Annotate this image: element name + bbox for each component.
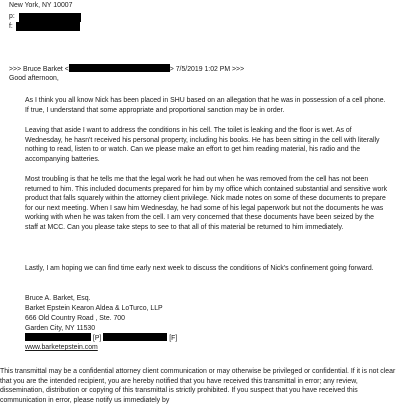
header-address: New York, NY 10007 (9, 2, 73, 9)
email-header-prefix: >>> Bruce Barket < (9, 66, 69, 73)
redaction-bar (16, 22, 80, 31)
signature-fax-label: [F] (169, 335, 178, 342)
signature-phone-fax (25, 333, 177, 344)
redaction-bar (19, 13, 81, 22)
body-paragraph: Leaving that aside I want to address the conditions in his cell. The toilet is leaking and the floor is wet. As of Wednesday, he hasn't received his personal property, including his books. He has been sitting in the cell with literally nothing to read, listen to or watch. Can we please make an effort to get him reading material, his radio and the accompanying batteries. (25, 127, 380, 163)
signature-name: Bruce A. Barket, Esq. (25, 295, 91, 302)
body-paragraph: Most troubling is that he tells me that the legal work he had out when he was removed from the cell has not been returned to him. This included documents prepared for him by my office which contained substantial and sensitive work product that falls squarely within the attorney client privilege. Nick made notes on some of these documents to prepare for our next meeting. When I saw him Wednesday, he had some of his legal paperwork but not the documents he was working with when he was taken from the cell. I am very concerned that these documents have been seized by the staff at MCC. Can you please take steps to see to that all of this material be returned to him immediately. (25, 176, 388, 231)
signature-city: Garden City, NY 11530 (25, 325, 96, 332)
redaction-bar (103, 333, 167, 341)
body-paragraph: Lastly, I am hoping we can find time early next week to discuss the conditions of Nick's confinement going forward. (25, 265, 374, 272)
body-paragraph: As I think you all know Nick has been placed in SHU based on an allegation that he was in possession of a cell phone. If true, I understand that some appropriate and proportional sanction may be in order. (25, 97, 386, 114)
email-header-suffix: > 7/5/2019 1:02 PM >>> (169, 66, 245, 73)
signature-street: 666 Old Country Road , Ste. 700 (25, 315, 125, 322)
redaction-bar (69, 64, 170, 72)
signature-firm: Barket Epstein Kearon Aldea & LoTurco, LLP (25, 305, 163, 312)
header-fax-label: f: (9, 23, 13, 30)
email-forward-header (9, 64, 244, 75)
header-phone-label: p: (9, 13, 15, 20)
redaction-bar (25, 333, 91, 341)
signature-phone-label: [P] (92, 335, 102, 342)
website-link[interactable]: www.barketepstein.com (25, 344, 98, 351)
disclaimer-text: This transmittal may be a confidential attorney client communication or may otherwise be privileged or confidential. If it is not clear that you are the intended recipient, you are hereby notified that you have received this transmittal in error; any review, dissemination, distribution or copying of this transmittal is strictly prohibited. If you suspect that you have received this communication in error, please notify us immediately by (0, 368, 396, 404)
greeting: Good afternoon, (9, 75, 59, 82)
